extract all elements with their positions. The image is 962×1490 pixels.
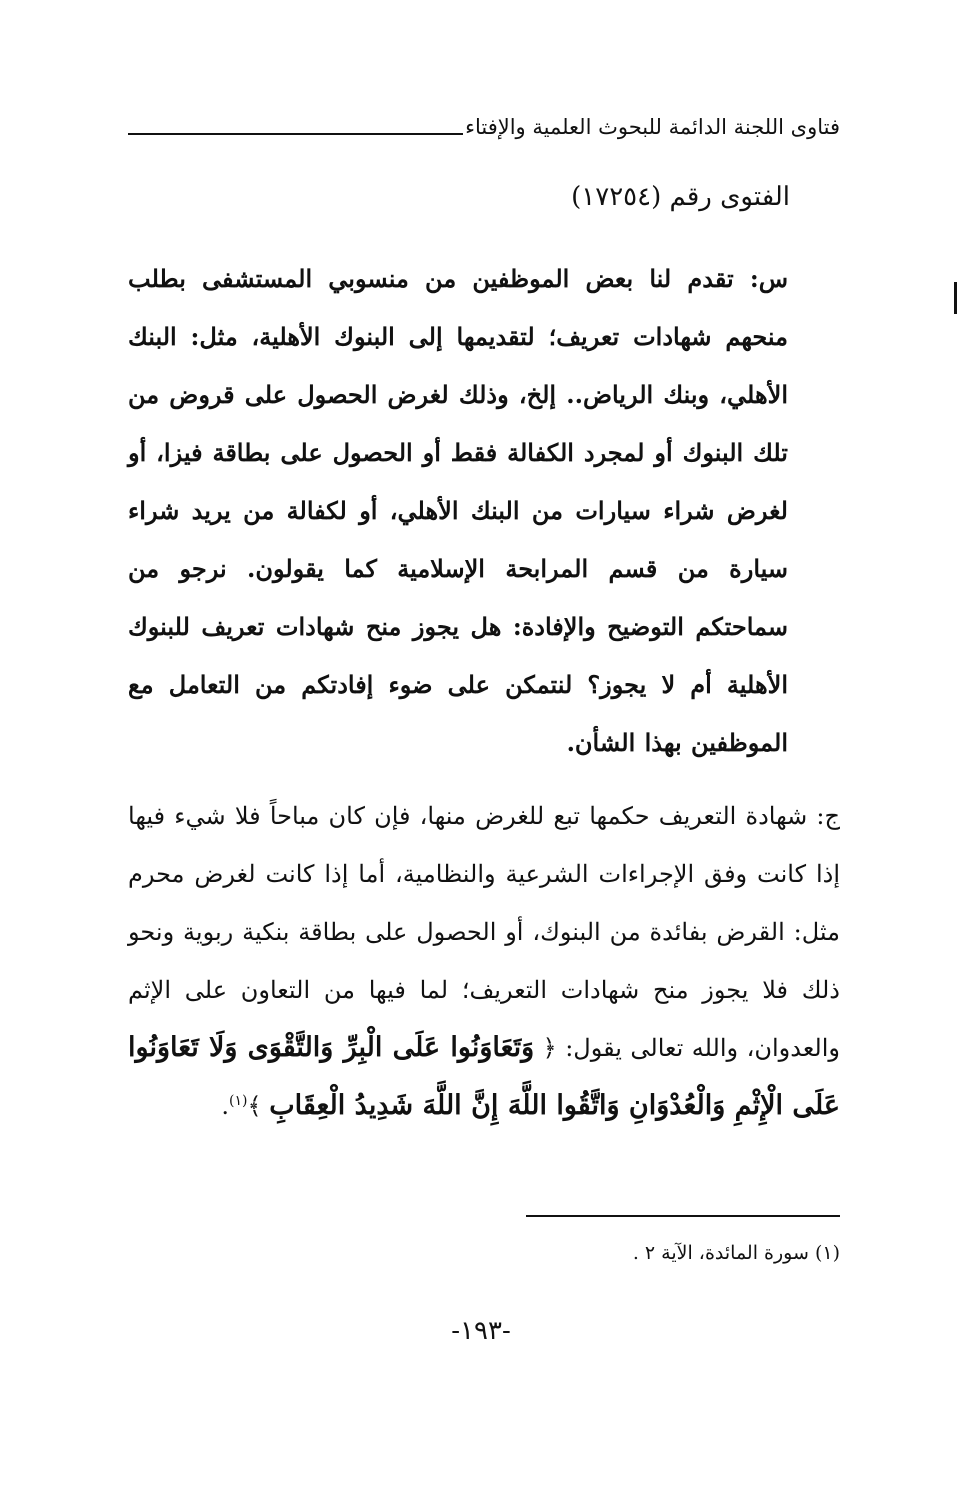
header-rule <box>128 133 463 135</box>
fatwa-number-heading: الفتوى رقم (١٧٢٥٤) <box>571 182 790 212</box>
footnote-separator <box>526 1215 840 1217</box>
quran-open-bracket: ﴿ <box>542 1034 557 1062</box>
answer-paragraph <box>128 787 840 1135</box>
quran-close-bracket: ﴾ <box>247 1092 262 1120</box>
page-number: -١٩٣- <box>451 1316 511 1346</box>
answer-text: ج: شهادة التعريف حكمها تبع للغرض منها، فإن كان مباحاً فلا شيء فيها إذا كانت وفق الإجراءات الشرعية والنظامية، أما إذا كانت لغرض محرم مثل: القرض بفائدة من البنوك، أو الحصول على بطاقة بنكية ربوية ونحو ذلك فلا يجوز منح شهادات التعريف؛ لما فيها من التعاون على الإثم والعدوان، والله تعالى يقول: <box>128 802 841 1062</box>
quran-verse: وَتَعَاوَنُوا عَلَى الْبِرِّ وَالتَّقْوَى وَلَا تَعَاوَنُوا عَلَى الْإِثْمِ وَالْعُدْوَانِ وَاتَّقُوا اللَّهَ إِنَّ اللَّهَ شَدِيدُ الْعِقَابِ <box>128 1032 840 1121</box>
answer-end-mark: . <box>221 1092 230 1120</box>
running-header <box>128 100 840 140</box>
question-paragraph: س: تقدم لنا بعض الموظفين من منسوبي المستشفى بطلب منحهم شهادات تعريف؛ لتقديمها إلى البنوك الأهلية، مثل: البنك الأهلي، وبنك الرياض.. إلخ، وذلك لغرض الحصول على قروض من تلك البنوك أو لمجرد الكفالة فقط أو الحصول على بطاقة فيزا، أو لغرض شراء سيارات من البنك الأهلي، أو لكفالة من يريد شراء سيارة من قسم المرابحة الإسلامية كما يقولون. نرجو من سماحتكم التوضيح والإفادة: هل يجوز منح شهادات تعريف للبنوك الأهلية أم لا يجوز؟ لنتمكن على ضوء إفادتكم من التعامل مع الموظفين بهذا الشأن. <box>128 264 788 757</box>
header-title: فتاوى اللجنة الدائمة للبحوث العلمية والإفتاء <box>465 115 840 139</box>
footnote-reference: (١) <box>229 1093 248 1109</box>
scan-edge-mark <box>954 282 957 314</box>
footnote-text: (١) سورة المائدة، الآية ٢ . <box>632 1242 840 1264</box>
